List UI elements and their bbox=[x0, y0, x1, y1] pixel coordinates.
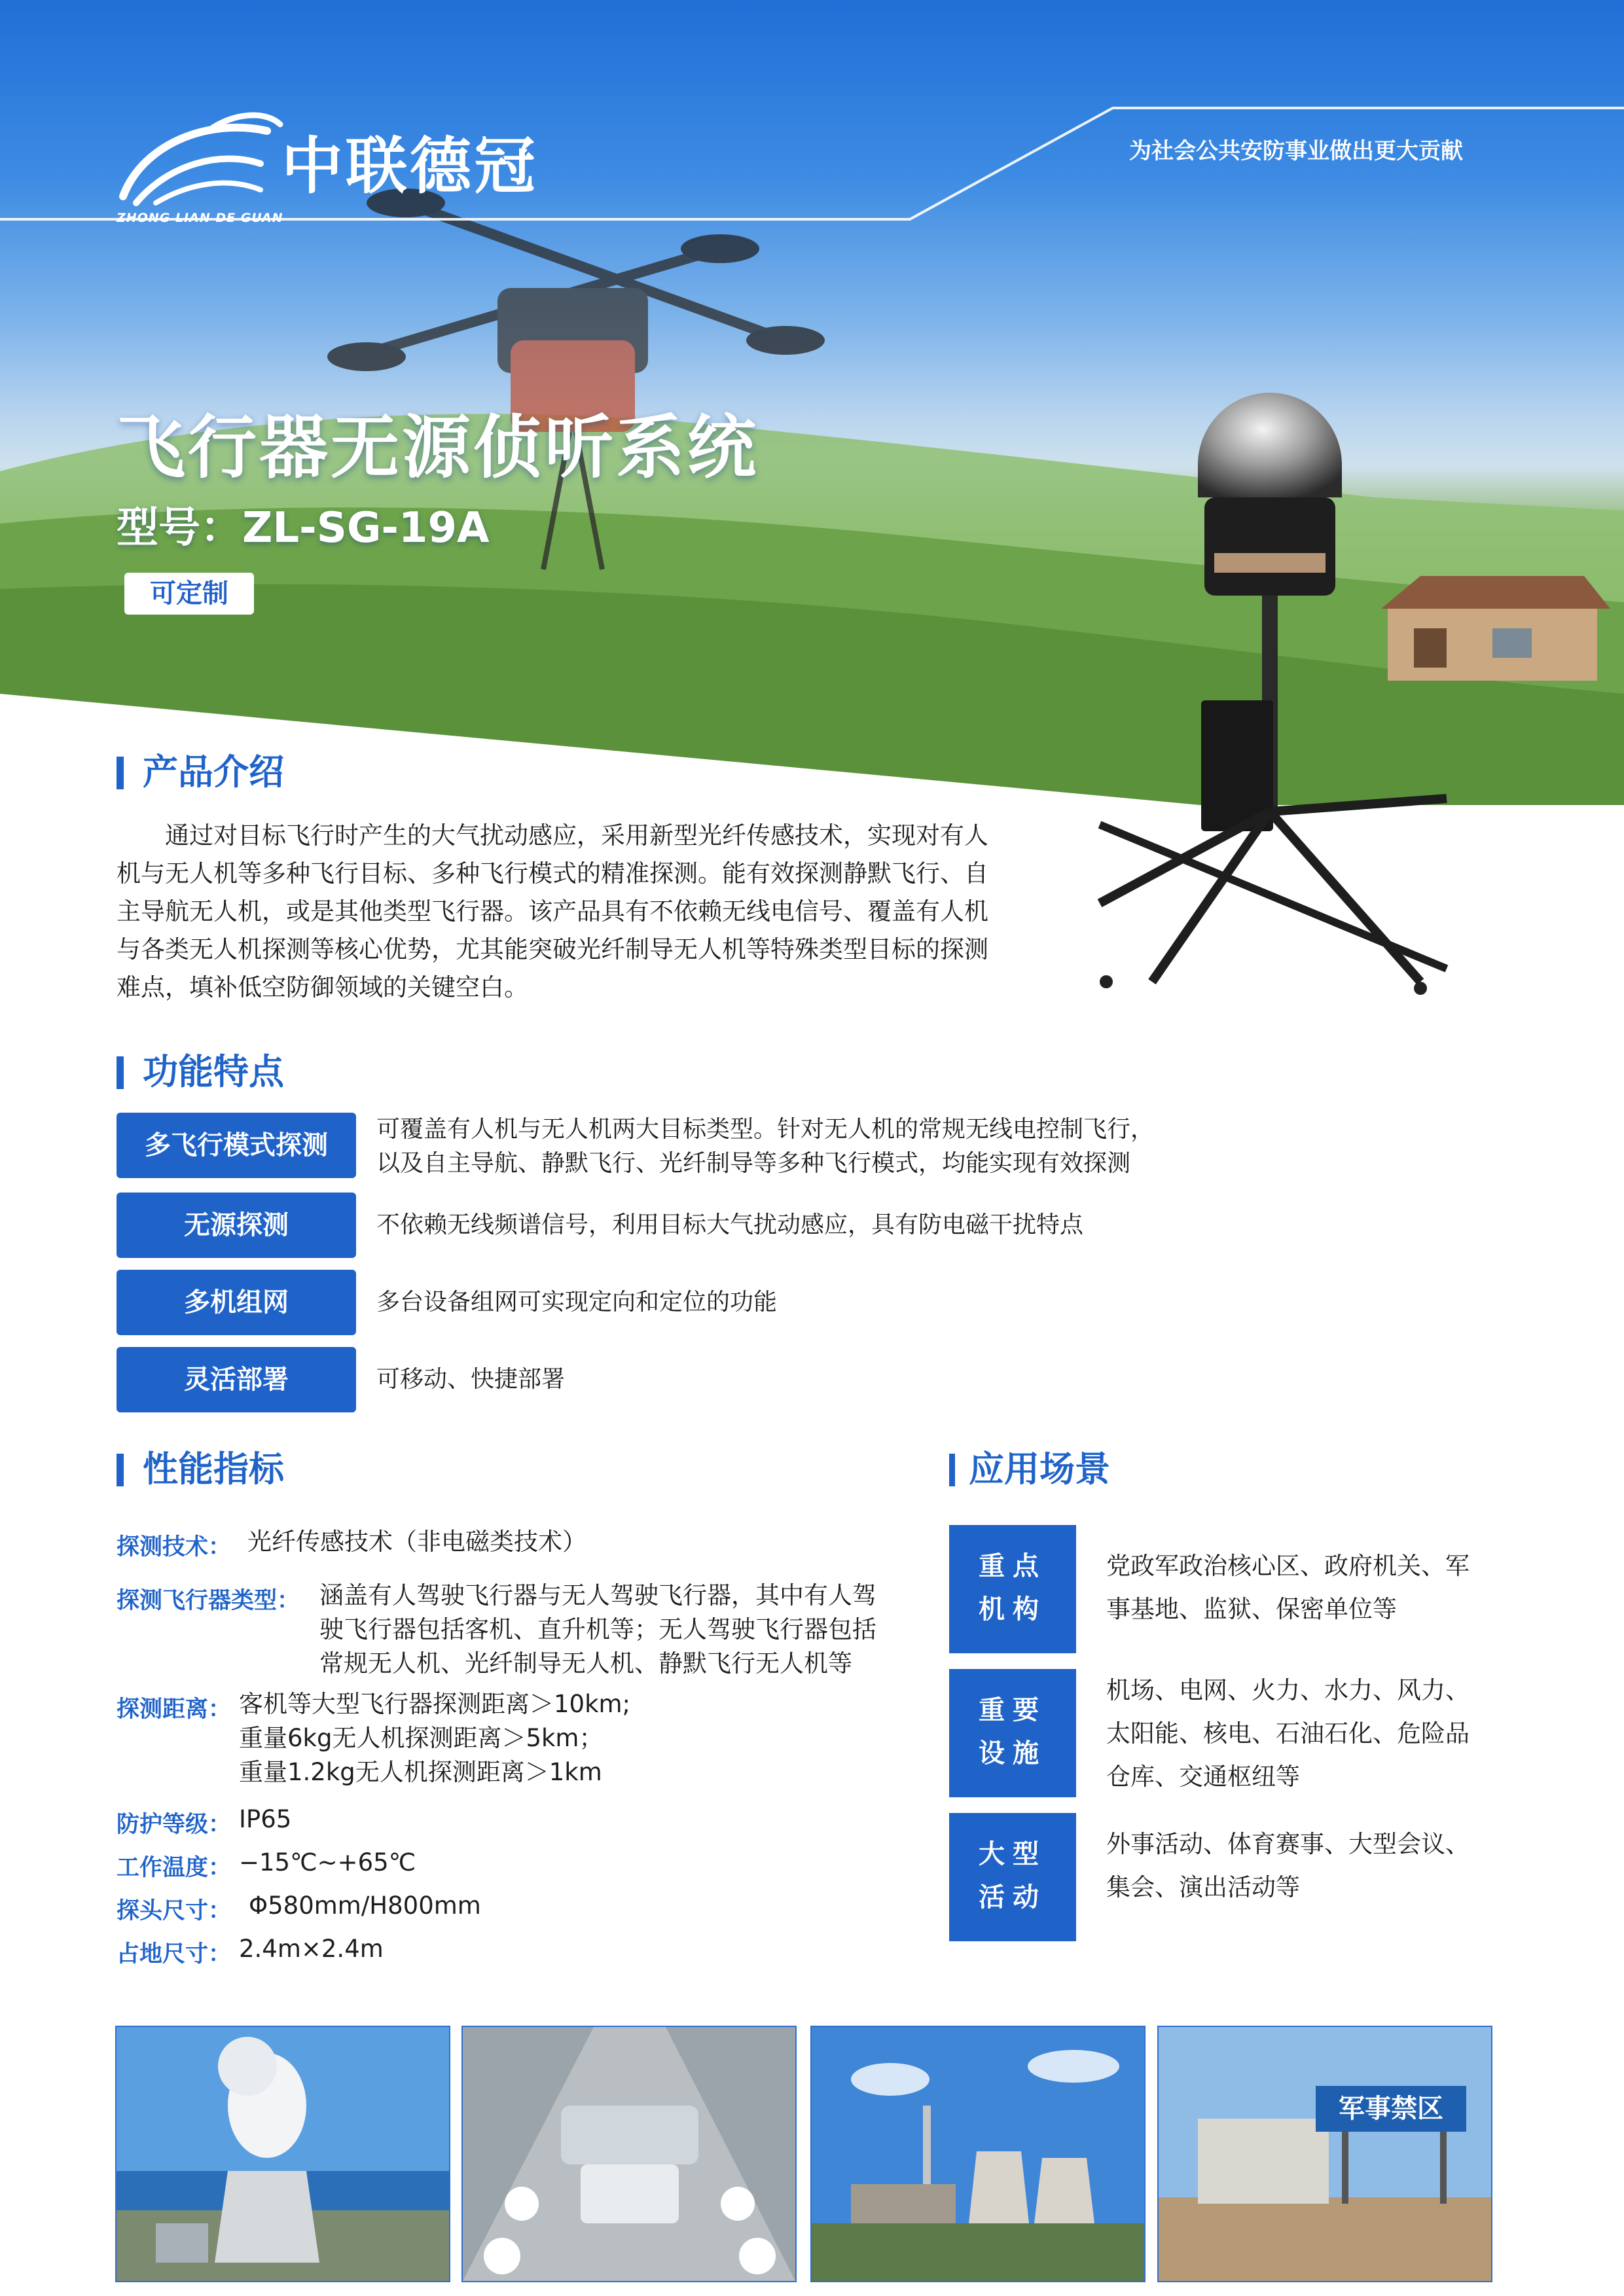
spec-label: 工作温度： bbox=[117, 1855, 232, 1881]
heading-text: 应用场景 bbox=[969, 1448, 1110, 1490]
spec-label: 探测飞行器类型： bbox=[117, 1588, 300, 1614]
spec-value bbox=[239, 1846, 416, 1880]
power-plant-photo bbox=[810, 2026, 1146, 2282]
application-desc-line: 机场、电网、火力、水力、风力、 bbox=[1106, 1676, 1470, 1704]
feature-description bbox=[376, 1113, 1293, 1181]
product-title: 飞行器无源侦听系统 bbox=[117, 408, 759, 488]
motorcade-photo bbox=[461, 2026, 797, 2282]
heading-accent-bar bbox=[117, 1454, 124, 1486]
spec-value-line: 驶飞行器包括客机、直升机等；无人驾驶飞行器包括 bbox=[319, 1615, 876, 1643]
slogan: 为社会公共安防事业做出更大贡献 bbox=[1129, 138, 1463, 164]
spec-value bbox=[239, 1803, 291, 1837]
spec-value-line: 常规无人机、光纤制导无人机、静默飞行无人机等 bbox=[319, 1649, 852, 1677]
spec-value-line: 2.4m×2.4m bbox=[239, 1935, 384, 1963]
application-description bbox=[1106, 1669, 1499, 1799]
heading-accent-bar bbox=[117, 757, 124, 789]
spec-label: 探头尺寸： bbox=[117, 1898, 232, 1924]
feature-description bbox=[376, 1285, 1293, 1319]
application-label bbox=[949, 1813, 1076, 1941]
spec-label: 占地尺寸： bbox=[117, 1941, 232, 1967]
heading-accent-bar bbox=[117, 1056, 124, 1089]
feature-label: 无源探测 bbox=[117, 1193, 356, 1258]
application-desc-line: 太阳能、核电、石油石化、危险品 bbox=[1106, 1719, 1470, 1748]
application-label-line: 机构 bbox=[979, 1594, 1047, 1624]
application-label-line: 重要 bbox=[979, 1695, 1047, 1725]
heading-text: 功能特点 bbox=[143, 1051, 284, 1092]
feature-label: 多飞行模式探测 bbox=[117, 1113, 356, 1178]
feature-desc-line: 以及自主导航、静默飞行、光纤制导等多种飞行模式，均能实现有效探测 bbox=[376, 1150, 1131, 1177]
spec-value bbox=[319, 1579, 876, 1681]
application-description bbox=[1106, 1823, 1499, 1909]
sensor-device-image bbox=[1080, 393, 1499, 1014]
application-desc-line: 外事活动、体育赛事、大型会议、 bbox=[1106, 1830, 1470, 1858]
feature-desc-line: 可移动、快捷部署 bbox=[376, 1366, 566, 1393]
intro-paragraph: 通过对目标飞行时产生的大气扰动感应，采用新型光纤传感技术，实现对有人机与无人机等多种飞行目标、多种飞行模式的精准探测。能有效探测静默飞行、自主导航无人机，或是其他类型飞行器。该产品具有不依赖无线电信号、覆盖有人机与各类无人机探测等核心优势，尤其能突破光纤制导无人机等特殊类型目标的探测难点，填补低空防御领域的关键空白。 bbox=[117, 821, 988, 1001]
feature-description bbox=[376, 1363, 1293, 1397]
feature-desc-line: 可覆盖有人机与无人机两大目标类型。针对无人机的常规无线电控制飞行， bbox=[376, 1116, 1155, 1143]
spec-value-line: Φ580mm/H800mm bbox=[249, 1892, 481, 1920]
sign-text: 军事禁区 bbox=[1339, 2094, 1443, 2124]
feature-label: 多机组网 bbox=[117, 1270, 356, 1335]
application-desc-line: 党政军政治核心区、政府机关、军 bbox=[1106, 1552, 1470, 1580]
spec-value-line: 涵盖有人驾驶飞行器与无人驾驶飞行器，其中有人驾 bbox=[319, 1581, 876, 1609]
feature-label: 灵活部署 bbox=[117, 1347, 356, 1412]
spec-value-line: IP65 bbox=[239, 1805, 292, 1833]
brand-name-english: ZHONG LIAN DE GUAN bbox=[117, 211, 283, 225]
application-label-line: 重点 bbox=[979, 1551, 1047, 1581]
application-desc-line: 仓库、交通枢纽等 bbox=[1106, 1763, 1300, 1791]
brand-name: 中联德冠 bbox=[281, 131, 539, 202]
application-description bbox=[1106, 1545, 1499, 1631]
spec-label: 探测距离： bbox=[117, 1696, 232, 1723]
military-zone-photo bbox=[1157, 2026, 1492, 2282]
heading-accent-bar bbox=[949, 1454, 955, 1486]
application-label-line: 设施 bbox=[979, 1738, 1047, 1768]
heading-text: 产品介绍 bbox=[143, 751, 284, 793]
spec-value-line: 客机等大型飞行器探测距离＞10km; bbox=[239, 1690, 631, 1718]
spec-value bbox=[249, 1889, 481, 1923]
customizable-badge: 可定制 bbox=[124, 573, 254, 615]
feature-desc-line: 不依赖无线频谱信号，利用目标大气扰动感应，具有防电磁干扰特点 bbox=[376, 1211, 1084, 1238]
spec-label: 探测技术： bbox=[117, 1534, 232, 1560]
spec-value-line: 光纤传感技术（非电磁类技术） bbox=[247, 1528, 586, 1556]
spec-label: 防护等级： bbox=[117, 1812, 232, 1838]
application-label-line: 大型 bbox=[979, 1839, 1047, 1869]
spec-value-line: −15℃~+65℃ bbox=[239, 1848, 416, 1876]
model-number: 型号：ZL-SG-19A bbox=[117, 504, 490, 552]
application-desc-line: 集会、演出活动等 bbox=[1106, 1873, 1300, 1901]
application-label bbox=[949, 1525, 1076, 1653]
spec-value-line: 重量1.2kg无人机探测距离＞1km bbox=[239, 1758, 602, 1786]
feature-desc-line: 多台设备组网可实现定向和定位的功能 bbox=[376, 1289, 778, 1316]
spec-value bbox=[239, 1687, 630, 1789]
spec-value bbox=[239, 1932, 384, 1966]
application-label-line: 活动 bbox=[979, 1882, 1047, 1912]
feature-description bbox=[376, 1208, 1293, 1242]
application-desc-line: 事基地、监狱、保密单位等 bbox=[1106, 1595, 1397, 1623]
application-label bbox=[949, 1669, 1076, 1797]
spec-value bbox=[247, 1525, 586, 1559]
heading-text: 性能指标 bbox=[143, 1448, 284, 1490]
spec-value-line: 重量6kg无人机探测距离＞5km； bbox=[239, 1724, 604, 1752]
nuclear-plant-photo bbox=[115, 2026, 450, 2282]
